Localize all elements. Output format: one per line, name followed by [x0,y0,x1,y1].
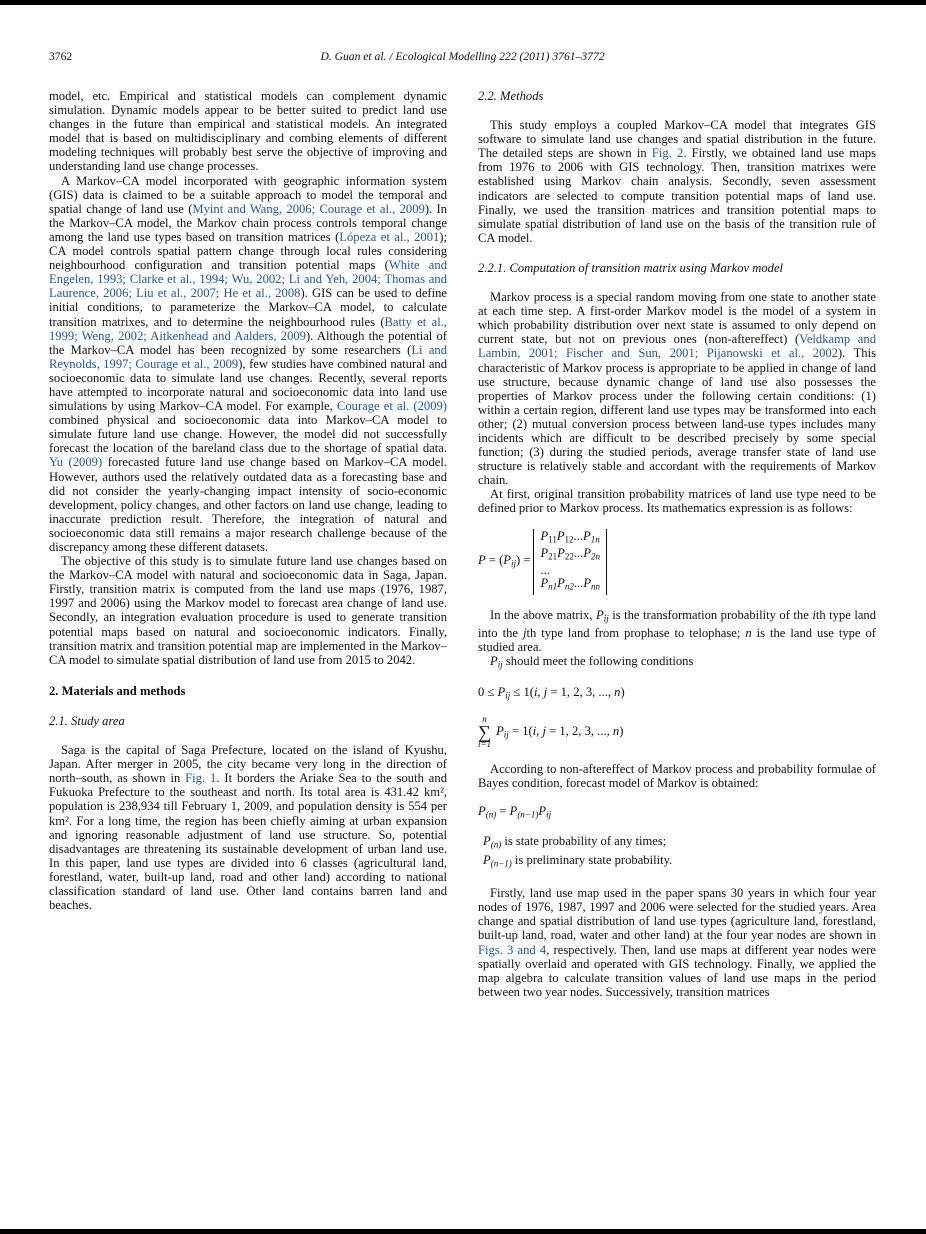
text-segment: This study employs a coupled Markov–CA model that integrates GIS software to simulate land use changes and spatial distribution in the future. The detailed steps are shown in [478,118,876,161]
text-segment: ) = [516,553,531,568]
text-segment: ≤ 1( [510,684,534,699]
variable-definitions [478,834,876,871]
citation-link[interactable]: Fig. 1 [185,771,217,786]
equation-lhs [478,553,530,571]
text-segment: (n) [490,839,502,850]
right-column [478,89,876,999]
definition-state-probability [478,834,876,853]
paragraph-land-use-maps [478,886,876,999]
text-segment: n2 [564,581,574,592]
two-column-body [49,89,876,999]
paragraph-continuation [49,89,447,174]
text-segment: = 1, 2, 3, ..., [545,723,613,738]
equation-probability-sum [478,715,876,749]
matrix-body [533,529,607,596]
summation-lower-limit: i=1 [478,739,492,750]
text-segment: P [556,528,565,543]
text-segment: = [496,803,510,818]
text-segment: (n−1) [490,858,512,869]
text-segment: n1 [548,581,558,592]
text-segment: P [483,834,491,849]
citation-link[interactable]: Batty et al., 1999; Weng, 2002; Aitkenhead and Aalders, 2009 [49,314,447,343]
citation-link[interactable]: Myint and Wang, 2006; Courage et al., 2009 [192,201,425,216]
subsection-heading-methods: 2.2. Methods [478,89,544,103]
left-column [49,89,447,999]
text-segment: model, etc. Empirical and statistical models can complement dynamic simulation. Dynamic models appear to be better suited to predict land use changes in the future than empirical and statistical models. An integrated model that is based on multidisciplinary and combing elements of different modeling techniques will probably best serve the objective of improving and understanding land use change processes. [49,89,447,174]
text-segment: P [478,803,486,818]
paragraph-markov-process [478,290,876,487]
summation-symbol [478,715,491,749]
text-segment: P [509,803,518,818]
equation-sum-rest [496,724,623,742]
text-segment: P [540,528,549,543]
text-segment: P [557,576,565,591]
text-segment: According to non-aftereffect of Markov process and probability formulae of Bayes condition, forecast model of Markov is obtained: [478,762,876,791]
citation-link[interactable]: Li and Reynolds, 1997; Courage et al., 2009 [49,342,448,371]
text-segment: . Firstly, we obtained land use maps from 1976 to 2006 with GIS technology. Then, transition matrixes were established using Markov chain analysis. Secondly, seven assessment indicators are selected to compute transition potential maps of land use. Finally, we used the transition matrices and transition potential maps to simulate spatial distribution of land use on the basis of the transition rule of CA model. [478,146,876,245]
text-segment: = 1, 2, 3, ..., [547,684,615,699]
text-segment: In the above matrix, [490,608,596,623]
text-segment: P [483,852,491,867]
text-segment: (n−1) [517,809,539,820]
subsection-heading-transition-matrix: 2.2.1. Computation of transition matrix using Markov model [478,260,784,275]
text-segment: ij [497,659,503,670]
matrix-row [540,530,600,547]
text-segment: 2n [591,551,601,562]
text-segment: n [614,684,621,699]
text-segment: P [503,553,511,568]
text-segment: ). Although the potential of the Markov–CA model has been recognized by some researchers ( [49,328,448,357]
text-segment: The objective of this study is to simulate future land use changes based on the Markov–CA model with natural and socioeconomic data in Saga, Japan. Firstly, transition matrix is computed from the land use maps (1976, 1987, 1997 and 2006) using the Markov model to forecast area change of land use. Secondly, an integration evaluation procedure is used to generate transition potential maps based on natural and socioeconomic indicators. Finally, transition matrix and transition potential map are implemented in the Markov–CA model to simulate spatial distribution of land use from 2015 to 2042. [49,554,447,667]
text-segment: ), few studies have combined natural and socioeconomic data to simulate land use changes. Recently, several reports have attempted to incorporate natural and socioeconomic data into land use simulations by using Markov–CA model. For example, [49,356,448,414]
text-segment: ) [619,723,624,738]
text-segment: (n) [485,809,497,820]
text-segment: ij [505,690,511,701]
equation-markov-forecast [478,804,876,822]
text-segment: ... [540,562,550,577]
running-title: D. Guan et al. / Ecological Modelling 222 (2011) 3761–3772 [320,50,605,63]
text-segment: P [478,553,486,568]
equation-transition-matrix [478,529,876,596]
matrix-row [540,547,600,564]
text-segment: P [583,528,591,543]
summation-upper-limit: n [482,714,487,725]
text-segment: ). This characteristic of Markov process is appropriate to be applied in change of land use structure, because dynamic change of land use also possesses the properties of Markov process under the following certain conditions: (1) within a certain region, different land use types may be transformed into each other; (2) mutual conversion process between land-use types includes many incidents which are difficult to be described precisely by some special function; (3) during the studied periods, average transfer state of land use structure is relatively stable and accordant with the requirements of Markov chain. [478,346,877,488]
paragraph-study-area [49,743,447,912]
paragraph-markov-ca-review [49,174,447,555]
text-segment: 22 [564,551,574,562]
text-segment: j [522,626,527,640]
text-segment: combined physical and socioeconomic data into Markov–CA model to simulate future land use change. However, the model did not successfully forecast the location of the bareland class due to the shortage of spatial data. [49,413,447,456]
text-segment: is the land use type of studied area. [478,626,876,655]
text-segment: = ( [485,553,504,568]
equation-probability-bounds [478,685,876,703]
text-segment: n [745,626,752,640]
text-segment: . It borders the Ariake Sea to the south and Fukuoka Prefecture to the southeast and north. Its total area is 431.42 km², population is 238,934 till February 1, 2009, and population density is 554 per km². For a long time, the region has been chiefly aiming at urban expansion and ignoring reasonable adjustment of land use structure. So, potential disadvantages are threatening its sustainable development of urban land use. In this paper, land use types are divided into 6 classes (agricultural land, forestland, water, built-up land, road and other land) according to national classification standard of land use. Other land contains barren land and beaches. [49,771,447,913]
text-segment: ) [620,684,625,699]
citation-link[interactable]: White and Engelen, 1993; Clarke et al., 1994; Wu, 2002; Li and Yeh, 2004; Thomas and Laurence, 2006; Liu et al., 2007; He et al., 2008 [49,258,447,301]
text-segment: P [583,576,592,591]
text-segment: P [538,803,547,818]
citation-link[interactable]: Yu (2009) [49,455,103,470]
text-segment: ij [603,613,609,624]
definition-preliminary-probability [478,853,876,872]
paragraph-methods-overview [478,118,876,245]
sigma-glyph: ∑ [478,722,491,743]
running-header [49,50,876,65]
text-segment: 0 ≤ [478,684,498,699]
citation-link[interactable]: Lópeza et al., 2001 [339,229,440,244]
text-segment: ). In the Markov–CA model, the Markov chain process controls temporal change among the land use types based on transition matrices ( [49,201,447,244]
text-segment: th type land into the [478,608,876,640]
text-segment: P [490,654,498,669]
paragraph-matrix-intro [478,487,876,515]
matrix-row [540,577,600,594]
citation-link[interactable]: Veldkamp and Lambin, 2001; Fischer and Sun, 2001; Pijanowski et al., 2002 [478,332,876,361]
text-segment: ... [573,528,583,543]
text-segment: ij [511,558,517,569]
text-segment: should meet the following conditions [502,654,694,669]
text-segment: n [612,723,620,738]
text-segment: Firstly, land use map used in the paper spans 30 years in which four year nodes of 1976, 1987, 1997 and 2006 were selected for the studied years. Area change and spatial distribution of land use types (agriculture land, forestland, built-up land, road, water and other land) at the four year nodes are shown in [478,886,876,943]
text-segment: Saga is the capital of Saga Prefecture, located on the island of Kyushu, Japan. After merger in 2005, the city became very long in the direction of north–south, as shown in [49,743,447,786]
page-number: 3762 [49,50,73,63]
text-segment: 12 [564,534,574,545]
text-segment: 21 [548,551,558,562]
text-segment: P [540,576,549,591]
text-segment: ij [546,809,552,820]
text-segment: 1n [590,534,600,545]
section-heading-materials-and-methods: 2. Materials and methods [49,683,186,698]
text-segment: th type land from prophase to telophase; [526,626,746,640]
subsection-heading-study-area: 2.1. Study area [49,713,125,728]
text-segment: ); CA model controls spatial pattern change through local rules considering neighbourhood configuration and transition potential maps ( [49,229,447,273]
text-segment: ). GIS can be used to define initial conditions, to parameterize the Markov–CA model, to calculate transition matrixes, and to determine the neighbourhood rules ( [49,286,447,329]
text-segment: ... [573,576,584,591]
text-segment: i [812,608,816,623]
scan-edge-top [0,0,926,5]
text-segment: i, j [533,684,548,699]
paragraph-study-objective [49,554,447,667]
text-segment: P [583,545,592,560]
text-segment: P [497,684,506,699]
text-segment: 11 [548,534,557,545]
text-segment: is preliminary state probability. [511,852,673,867]
text-segment: = 1( [508,723,533,738]
text-segment: P [540,545,549,560]
text-segment: Markov process is a special random moving from one state to another state at each time step. A first-order Markov model is the model of a system in which probability distribution over next state is assumed to only depend on current state, but not on previous ones (non-aftereffect) ( [478,290,876,347]
matrix-row [540,564,600,578]
text-segment: P [496,723,504,738]
text-segment: A Markov–CA model incorporated with geographic information system (GIS) data is claimed to be a suitable approach to model the temporal and spatial change of land use ( [49,173,447,216]
text-segment: P [557,545,565,560]
citation-link[interactable]: Figs. 3 and 4 [478,942,547,957]
citation-link[interactable]: Fig. 2 [651,146,684,161]
text-segment: At first, original transition probability matrices of land use type need to be defined prior to Markov process. Its mathematics expression is as follows: [478,487,876,516]
paragraph-bayes-intro [478,762,876,790]
paragraph-conditions-intro [478,654,876,672]
text-segment: is the transformation probability of the [608,608,813,623]
text-segment: , respectively. Then, land use maps at different year nodes were spatially overlaid and operated with GIS technology. Finally, we applied the map algebra to calculate transition values of land use maps in the period between two year nodes. Successively, transition matrices [478,942,876,999]
scan-edge-bottom [0,1229,926,1234]
text-segment: forecasted future land use change based on Markov–CA model. However, authors used the relatively outdated data as a forecasting base and did not consider the yearly-changing impact intensity of socio-economic development, policy changes, and other factors on land use change, leading to inaccurate prediction result. Therefore, the integration of natural and socioeconomic data still remains a major research challenge because of the discrepancy among these different datasets. [49,455,448,554]
text-segment: ij [503,729,509,740]
text-segment: P [596,608,604,623]
citation-link[interactable]: Courage et al. (2009) [336,399,447,414]
text-segment: nn [591,581,601,592]
text-segment: i, j [532,723,546,738]
text-segment: ... [573,545,584,560]
paragraph-matrix-explanation [478,608,876,654]
text-segment: is state probability of any times; [501,834,667,849]
